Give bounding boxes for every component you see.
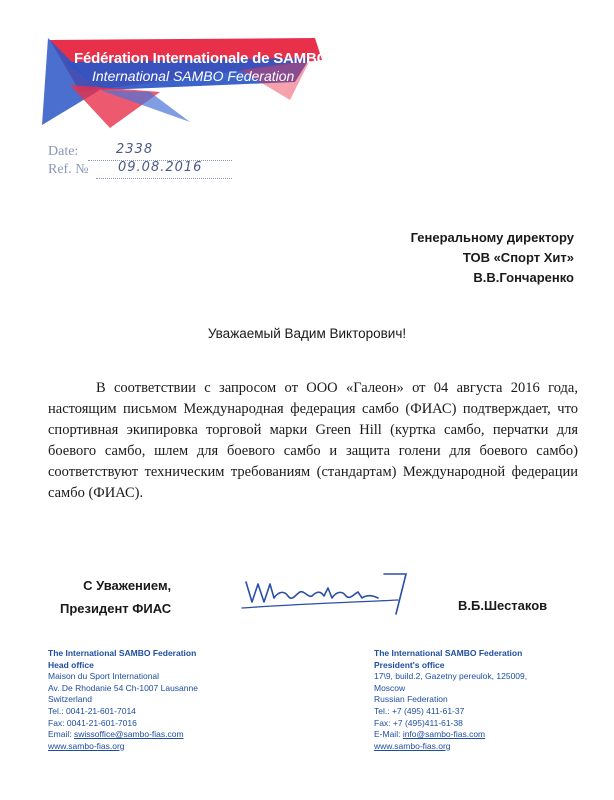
footer-left-email-row [48, 729, 198, 741]
handwritten-signature [238, 568, 428, 620]
letter-body: В соответствии с запросом от ООО «Галеон» от 04 августа 2016 года, настоящим письмом Международная федерация самбо (ФИАС) подтверждает, что спортивная экипировка торговой марки Green Hill (куртка самбо, перчатки для боевого самбо, шлем для боевого самбо и защита голени для боевого самбо) соответствуют техническим требованиям (стандартам) Международной федерации самбо (ФИАС). [48, 380, 578, 501]
footer-president-office [374, 648, 527, 752]
footer-right-address-3: Russian Federation [374, 694, 448, 705]
footer-right-address-2: Moscow [374, 682, 406, 693]
footer-left-fax: Fax: 0041-21-601-7016 [48, 717, 137, 728]
footer-left-email-link[interactable]: swissoffice@sambo-fias.com [73, 729, 184, 740]
addressee-company: ТОВ «Спорт Хит» [462, 250, 574, 265]
footer-left-org: The International SAMBO Federation [48, 648, 197, 658]
footer-right-tel: Tel.: +7 (495) 411-61-37 [374, 705, 465, 716]
footer-left-office: Head office [48, 659, 94, 670]
footer-left-tel: Tel.: 0041-21-601-7014 [48, 705, 136, 716]
fias-logo [40, 30, 330, 130]
closing-regards: С Уважением, [83, 578, 172, 593]
footer-right-email-link[interactable]: info@sambo-fias.com [402, 729, 486, 740]
date-value: 2338 [116, 142, 154, 157]
footer-left-address-1: Maison du Sport International [48, 671, 160, 682]
addressee-position: Генеральному директору [410, 230, 574, 245]
addressee-name: В.В.Гончаренко [473, 270, 574, 285]
date-label: Date: [48, 144, 79, 159]
ref-label: Ref. № [48, 162, 89, 177]
ref-underline [96, 178, 232, 179]
footer-left-email-label: Email: [48, 729, 74, 740]
footer-right-email-row [374, 729, 527, 741]
closing-block [60, 574, 171, 620]
closing-title: Президент ФИАС [60, 601, 172, 616]
footer-head-office [48, 648, 198, 752]
footer-right-address-1: 17\9, build.2, Gazetny pereulok, 125009, [374, 671, 528, 682]
footer-left-address-3: Switzerland [48, 694, 92, 705]
addressee-block [411, 228, 574, 288]
footer-right-fax: Fax: +7 (495)411-61-38 [374, 717, 463, 728]
signer-name: В.Б.Шестаков [458, 598, 548, 613]
ref-value: 09.08.2016 [118, 160, 203, 175]
greeting: Уважаемый Вадим Викторович! [207, 326, 407, 341]
footer-right-office: President's office [374, 659, 445, 670]
footer-left-website-link[interactable]: www.sambo-fias.org [48, 740, 125, 751]
footer-right-org: The International SAMBO Federation [374, 648, 523, 658]
logo-title-en: International SAMBO Federation [92, 68, 295, 84]
footer-right-email-label: E-Mail: [374, 729, 403, 740]
footer-right-website-link[interactable]: www.sambo-fias.org [374, 740, 451, 751]
logo-title-fr: Fédération Internationale de SAMBO [74, 50, 329, 67]
footer-left-address-2: Av. De Rhodanie 54 Ch-1007 Lausanne [48, 682, 198, 693]
